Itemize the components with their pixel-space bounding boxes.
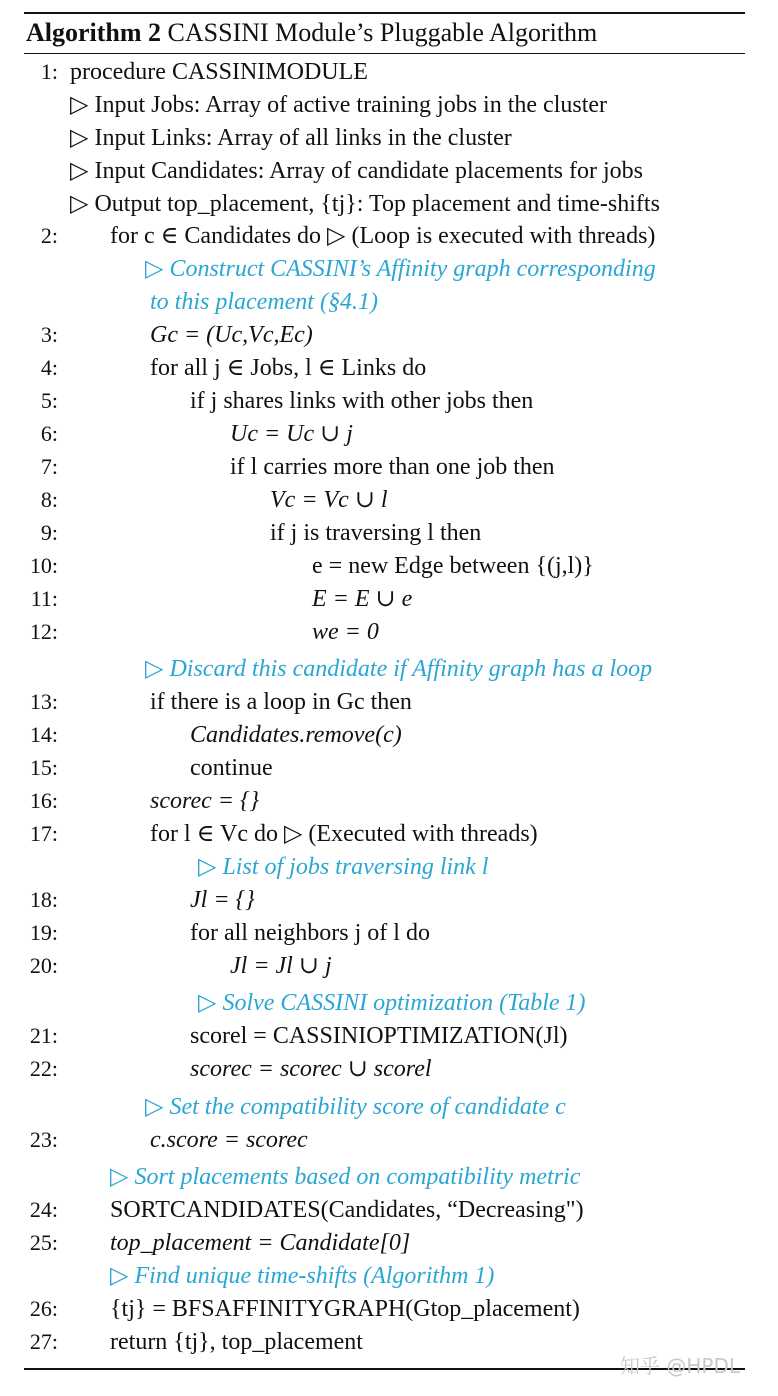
line-number: 26: — [29, 1296, 58, 1321]
line-number: 10: — [29, 553, 58, 578]
line-text: ▷ Input Links: Array of all links in the cluster — [70, 125, 512, 151]
line-text: scorel = CASSINIOPTIMIZATION(Jl) — [190, 1023, 568, 1049]
line-text: ▷ Output top_placement, {tj}: Top placement and time-shifts — [70, 191, 660, 217]
line-text: ▷ Input Jobs: Array of active training jobs in the cluster — [70, 92, 608, 118]
line-number: 3: — [40, 322, 58, 347]
comment-text: ▷ Construct CASSINI’s Affinity graph corresponding — [145, 256, 656, 282]
line-number: 7: — [40, 454, 58, 479]
line-number: 4: — [40, 355, 58, 380]
line-text: for all neighbors j of l do — [190, 920, 430, 946]
line-number: 12: — [29, 619, 58, 644]
algorithm-label: Algorithm 2 — [26, 18, 162, 47]
line-number: 23: — [29, 1127, 58, 1152]
line-text: E = E ∪ e — [312, 586, 413, 612]
line-text: Vc = Vc ∪ l — [270, 487, 388, 513]
line-number: 13: — [29, 689, 58, 714]
line-number: 1: — [40, 59, 58, 84]
line-text: continue — [190, 755, 273, 781]
line-text: Jl = Jl ∪ j — [230, 953, 332, 979]
line-text: c.score = scorec — [150, 1127, 308, 1153]
line-text: for c ∈ Candidates do ▷ (Loop is executed with threads) — [110, 223, 656, 249]
line-number: 14: — [29, 722, 58, 747]
line-text: Jl = {} — [190, 887, 255, 913]
line-number: 5: — [40, 388, 58, 413]
line-text: Gc = (Uc,Vc,Ec) — [150, 322, 313, 348]
line-text: if j shares links with other jobs then — [190, 388, 534, 414]
line-number: 9: — [40, 520, 58, 545]
line-text: Candidates.remove(c) — [190, 722, 402, 748]
line-number: 17: — [29, 821, 58, 846]
line-text: return {tj}, top_placement — [110, 1329, 363, 1355]
comment-text: ▷ Sort placements based on compatibility metric — [110, 1164, 581, 1190]
comment-text: ▷ Find unique time-shifts (Algorithm 1) — [110, 1263, 495, 1289]
line-text: procedure CASSINIMODULE — [70, 59, 368, 85]
line-text: for all j ∈ Jobs, l ∈ Links do — [150, 355, 427, 381]
line-number: 22: — [29, 1056, 58, 1081]
comment-text: ▷ Discard this candidate if Affinity graph has a loop — [145, 656, 653, 682]
line-text: if j is traversing l then — [270, 520, 482, 546]
line-text: if l carries more than one job then — [230, 454, 555, 480]
line-number: 20: — [29, 953, 58, 978]
line-number: 27: — [29, 1329, 58, 1354]
comment-text: ▷ Solve CASSINI optimization (Table 1) — [198, 990, 586, 1016]
algorithm-title — [26, 14, 597, 52]
line-text: top_placement = Candidate[0] — [110, 1230, 411, 1256]
line-number: 8: — [40, 487, 58, 512]
line-number: 21: — [29, 1023, 58, 1048]
line-number: 18: — [29, 887, 58, 912]
line-text: e = new Edge between {(j,l)} — [312, 553, 594, 579]
line-number: 24: — [29, 1197, 58, 1222]
comment-text: ▷ Set the compatibility score of candidate c — [145, 1094, 566, 1120]
line-number: 11: — [30, 586, 58, 611]
comment-text: ▷ List of jobs traversing link l — [198, 854, 489, 880]
line-text: {tj} = BFSAFFINITYGRAPH(Gtop_placement) — [110, 1296, 580, 1322]
line-text: for l ∈ Vc do ▷ (Executed with threads) — [150, 821, 538, 847]
line-number: 25: — [29, 1230, 58, 1255]
line-text: scorec = {} — [150, 788, 260, 814]
comment-text: to this placement (§4.1) — [150, 289, 378, 315]
line-number: 15: — [29, 755, 58, 780]
line-number: 2: — [40, 223, 58, 248]
title-rule — [24, 53, 745, 54]
line-text: SORTCANDIDATES(Candidates, “Decreasing") — [110, 1197, 584, 1223]
algorithm-caption: CASSINI Module’s Pluggable Algorithm — [167, 18, 598, 47]
line-text: scorec = scorec ∪ scorel — [190, 1056, 432, 1082]
watermark: 知乎 @HPDL — [620, 1354, 740, 1378]
line-text: Uc = Uc ∪ j — [230, 421, 353, 447]
line-number: 19: — [29, 920, 58, 945]
line-text: if there is a loop in Gc then — [150, 689, 412, 715]
line-text: we = 0 — [312, 619, 379, 645]
line-number: 16: — [29, 788, 58, 813]
line-number: 6: — [40, 421, 58, 446]
line-text: ▷ Input Candidates: Array of candidate placements for jobs — [70, 158, 643, 184]
